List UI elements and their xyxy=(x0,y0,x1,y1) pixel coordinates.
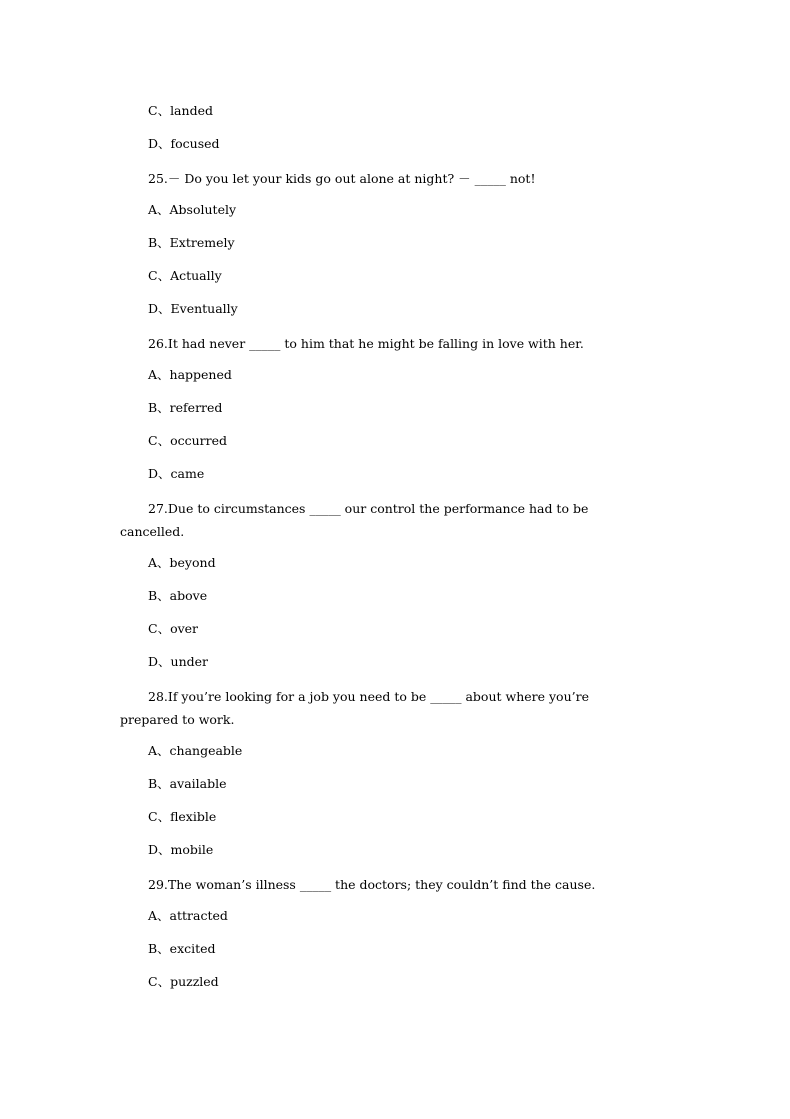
question-27-stem-continuation: cancelled. xyxy=(120,524,185,539)
question-28-stem-continuation: prepared to work. xyxy=(120,712,235,727)
option-c: C、landed xyxy=(148,103,213,118)
option-a: A、happened xyxy=(148,367,232,382)
option-c: C、flexible xyxy=(148,809,217,824)
option-c: C、Actually xyxy=(148,268,222,283)
option-b: B、referred xyxy=(148,400,223,415)
option-b: B、excited xyxy=(148,941,216,956)
option-d: D、Eventually xyxy=(148,301,238,316)
question-27-stem: 27.Due to circumstances _____ our control the performance had to be xyxy=(148,501,589,516)
question-29-stem: 29.The woman’s illness _____ the doctors; they couldn’t find the cause. xyxy=(148,877,596,892)
option-a: A、changeable xyxy=(148,743,243,758)
option-c: C、occurred xyxy=(148,433,227,448)
option-b: B、above xyxy=(148,588,208,603)
option-d: D、focused xyxy=(148,136,220,151)
option-c: C、puzzled xyxy=(148,974,219,989)
option-d: D、mobile xyxy=(148,842,214,857)
question-28-stem: 28.If you’re looking for a job you need to be _____ about where you’re xyxy=(148,689,589,704)
option-a: A、Absolutely xyxy=(148,202,237,217)
option-d: D、under xyxy=(148,654,208,669)
question-26-stem: 26.It had never _____ to him that he might be falling in love with her. xyxy=(148,336,584,351)
option-b: B、Extremely xyxy=(148,235,235,250)
option-d: D、came xyxy=(148,466,205,481)
option-a: A、attracted xyxy=(148,908,228,923)
question-25-stem: 25.－ Do you let your kids go out alone at night? － _____ not! xyxy=(148,171,536,186)
option-a: A、beyond xyxy=(148,555,216,570)
option-c: C、over xyxy=(148,621,199,636)
option-b: B、available xyxy=(148,776,227,791)
